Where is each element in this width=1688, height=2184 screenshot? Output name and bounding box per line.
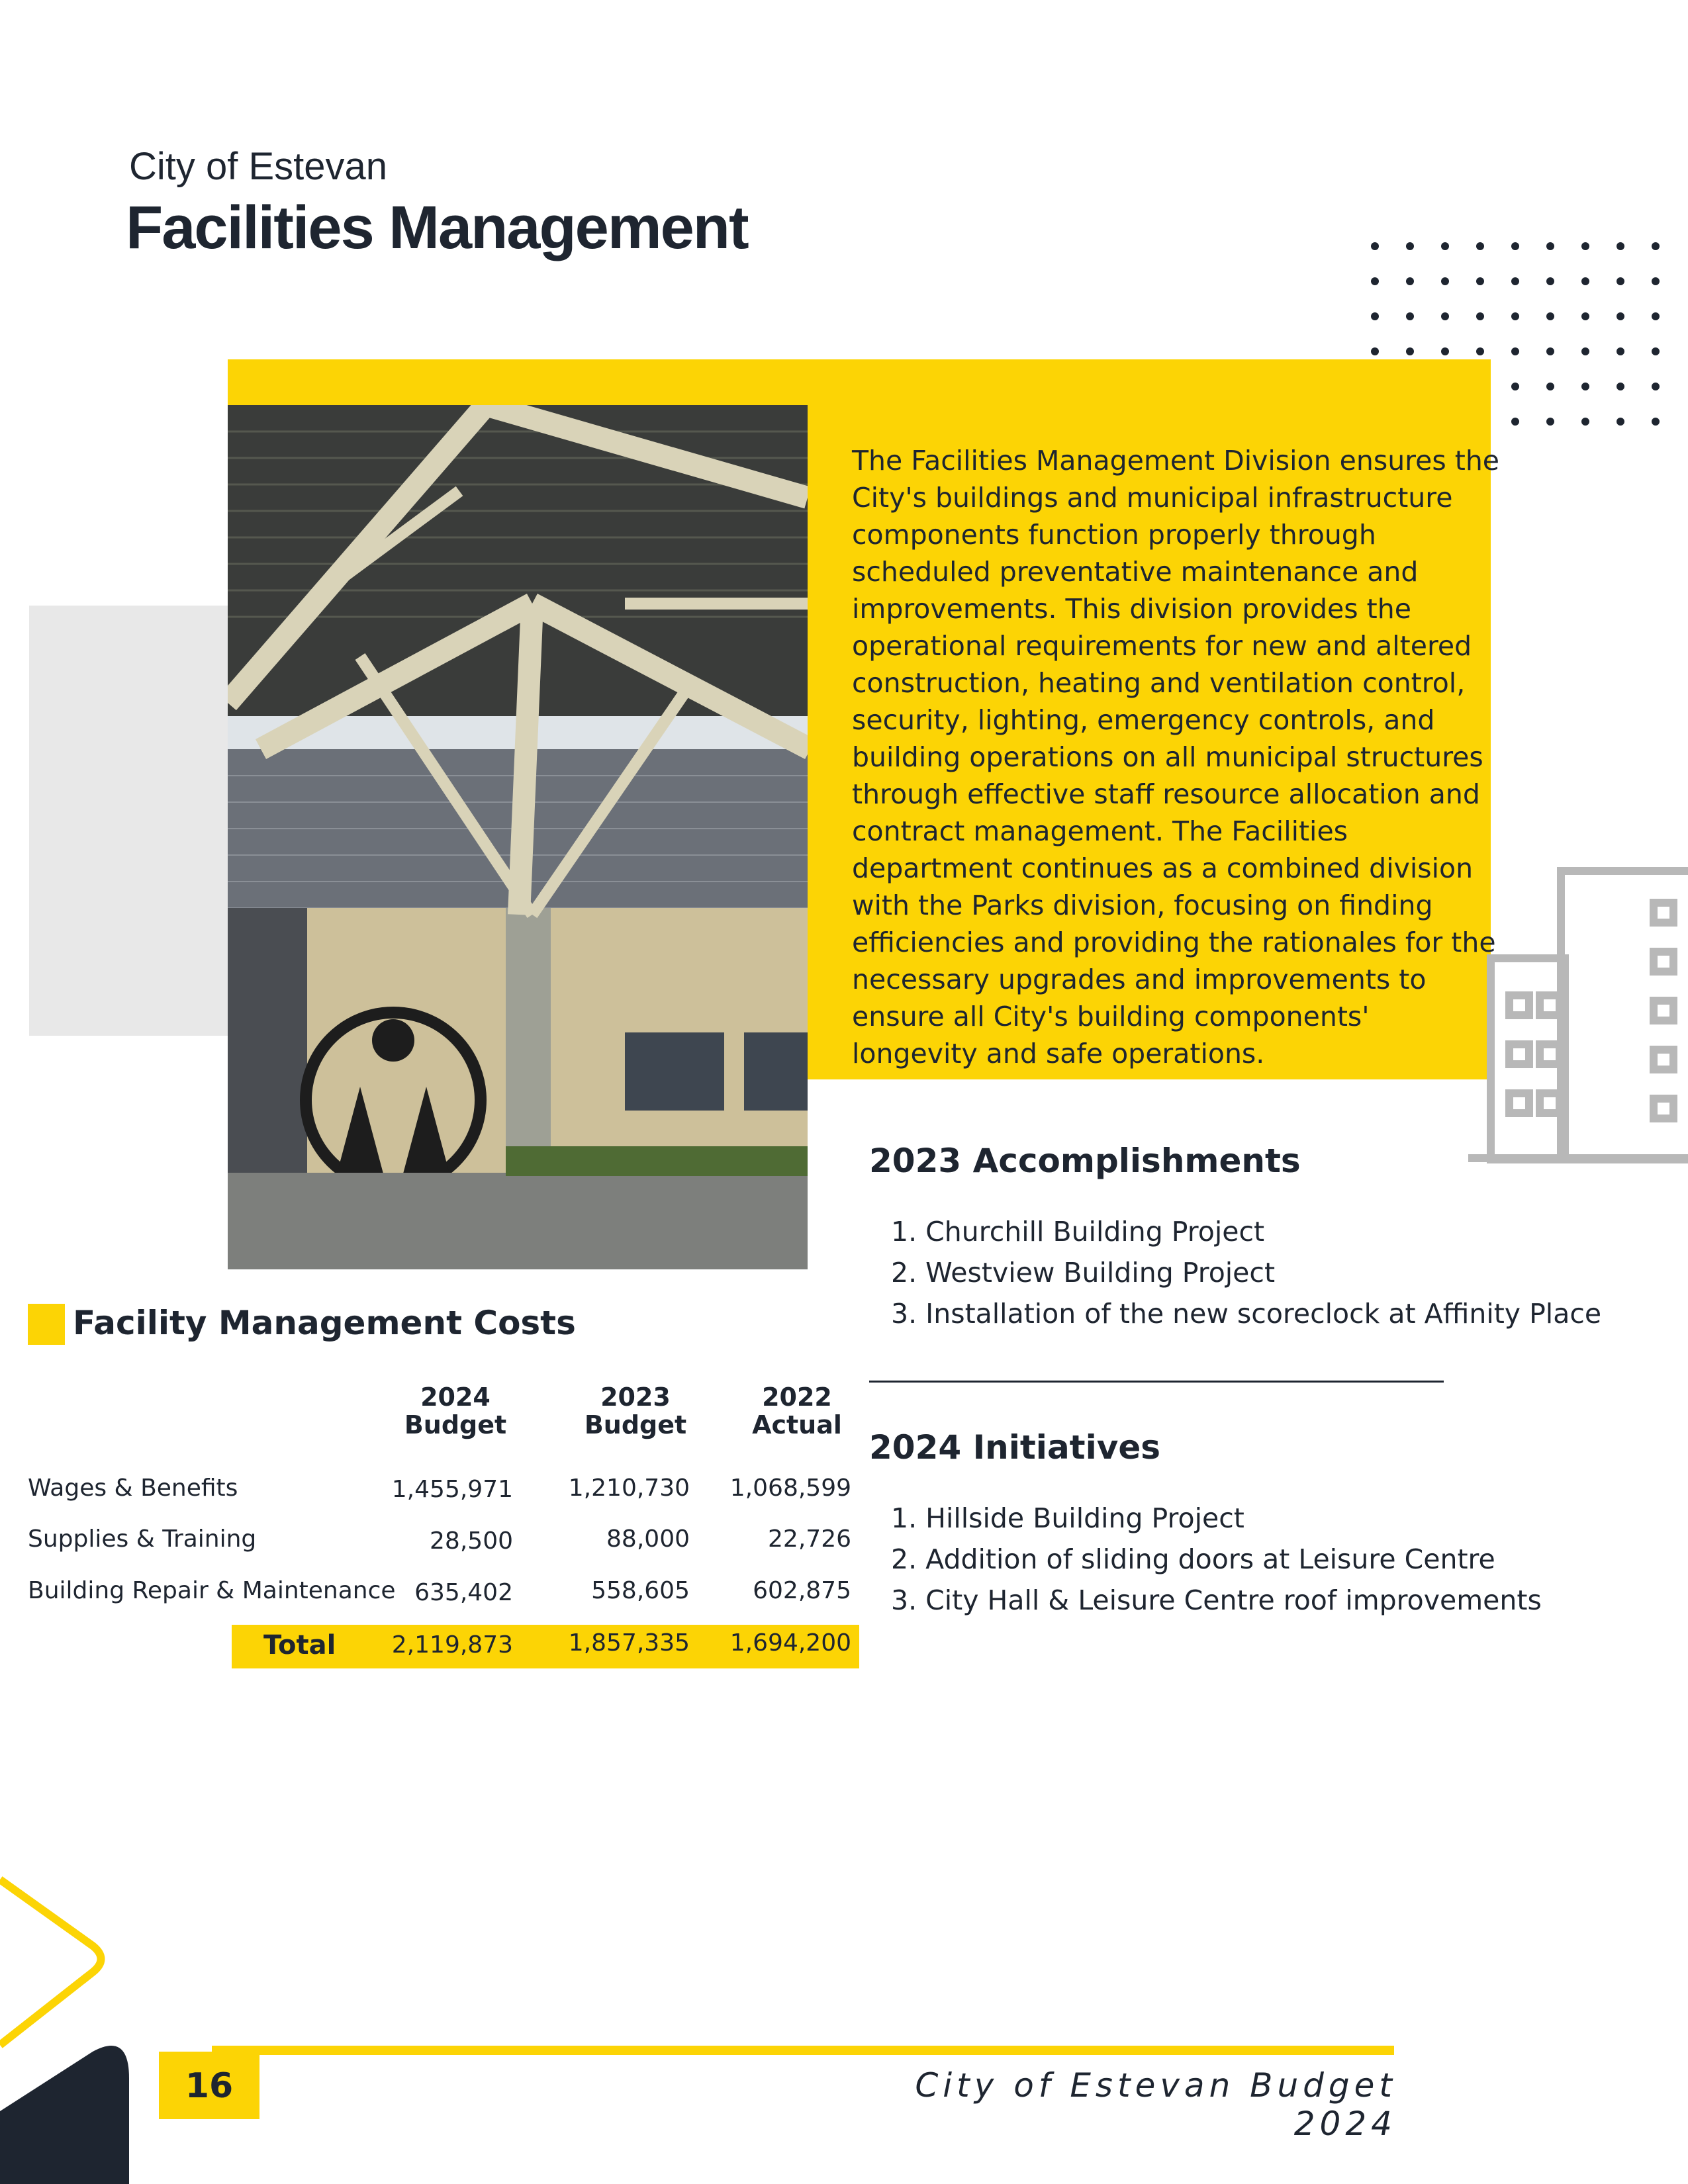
decorative-dot (1476, 242, 1484, 250)
accomplishments-list (891, 1211, 1601, 1334)
total-label: Total (263, 1630, 336, 1661)
building-photo (228, 405, 808, 1269)
decorative-dot (1511, 312, 1519, 320)
list-item: 2. Addition of sliding doors at Leisure Centre (891, 1543, 1495, 1575)
column-type: Budget (404, 1410, 507, 1439)
decorative-dot (1476, 312, 1484, 320)
decorative-dot (1652, 418, 1660, 426)
decorative-dot (1441, 277, 1449, 285)
decorative-dot (1581, 312, 1589, 320)
decorative-dot (1371, 347, 1379, 355)
decorative-dot (1511, 242, 1519, 250)
decorative-dot (1441, 347, 1449, 355)
decorative-dot (1581, 418, 1589, 426)
total-cell: 2,119,873 (391, 1631, 513, 1659)
decorative-dot (1652, 277, 1660, 285)
table-cell: 22,726 (768, 1525, 851, 1553)
table-cell: 28,500 (430, 1527, 513, 1555)
row-label-repair: Building Repair & Maintenance (28, 1577, 396, 1604)
decorative-dot (1406, 277, 1414, 285)
table-cell: 1,210,730 (568, 1475, 690, 1502)
decorative-dot (1652, 383, 1660, 390)
row-label-wages: Wages & Benefits (28, 1475, 238, 1502)
description-text: The Facilities Management Division ensures the City's buildings and municipal infrastructure components function properly through scheduled preventative maintenance and improvements. This division provides the operational requirements for new and altered construction, heating and ventilation control, security, lighting, emergency controls, and building operations on all municipal structures through effective staff resource allocation and contract management. The Facilities department continues as a combined division with the Parks division, focusing on finding efficiencies and providing the rationales for the necessary upgrades and improvements to ensure all City's building components' longevity and safe operations. (852, 445, 1500, 1069)
decorative-dot (1546, 242, 1554, 250)
list-item: 3. City Hall & Leisure Centre roof improvements (891, 1584, 1542, 1616)
decorative-dot (1406, 242, 1414, 250)
column-type: Budget (584, 1410, 687, 1439)
initiatives-heading: 2024 Initiatives (869, 1428, 1160, 1467)
decorative-dot (1406, 347, 1414, 355)
decorative-dot (1652, 242, 1660, 250)
footer-text: City of Estevan Budget 2024 (915, 2066, 1397, 2143)
page-number: 16 (185, 2066, 234, 2106)
footer-line (212, 2046, 1394, 2055)
column-header-2022 (724, 1383, 870, 1439)
costs-heading: Facility Management Costs (73, 1304, 576, 1342)
decorative-dot (1617, 347, 1624, 355)
decorative-dot (1371, 312, 1379, 320)
table-cell: 88,000 (606, 1525, 690, 1553)
list-item: 1. Churchill Building Project (891, 1216, 1265, 1248)
decorative-grey-block (29, 606, 228, 1036)
city-name: City of Estevan (129, 145, 388, 188)
decorative-dot (1476, 277, 1484, 285)
decorative-dot (1581, 277, 1589, 285)
section-marker (28, 1304, 65, 1345)
decorative-dot (1617, 277, 1624, 285)
decorative-dot (1617, 418, 1624, 426)
decorative-dot (1581, 347, 1589, 355)
decorative-dot (1617, 312, 1624, 320)
decorative-dot (1652, 347, 1660, 355)
total-cell: 1,857,335 (568, 1629, 690, 1657)
decorative-corner-shape (0, 1866, 132, 2184)
decorative-dot (1546, 277, 1554, 285)
decorative-dot (1441, 242, 1449, 250)
decorative-dot (1441, 312, 1449, 320)
decorative-dot (1511, 418, 1519, 426)
decorative-dot (1546, 418, 1554, 426)
initiatives-list (891, 1498, 1542, 1621)
decorative-dot (1581, 383, 1589, 390)
decorative-dot (1546, 347, 1554, 355)
decorative-dot (1476, 347, 1484, 355)
column-year: 2023 (600, 1383, 671, 1412)
table-cell: 602,875 (753, 1577, 851, 1604)
decorative-dot (1371, 277, 1379, 285)
table-cell: 558,605 (591, 1577, 690, 1604)
decorative-dot (1406, 312, 1414, 320)
decorative-dot (1511, 347, 1519, 355)
list-item: 2. Westview Building Project (891, 1257, 1276, 1289)
section-divider (869, 1381, 1444, 1383)
column-type: Actual (752, 1410, 842, 1439)
row-label-supplies: Supplies & Training (28, 1525, 257, 1553)
total-cell: 1,694,200 (729, 1629, 851, 1657)
column-header-2023 (563, 1383, 708, 1439)
table-cell: 1,068,599 (729, 1475, 851, 1502)
decorative-dot (1511, 383, 1519, 390)
decorative-dot (1617, 383, 1624, 390)
accomplishments-heading: 2023 Accomplishments (869, 1142, 1301, 1180)
building-icon (1468, 866, 1688, 1163)
table-cell: 1,455,971 (391, 1476, 513, 1503)
decorative-dot (1511, 277, 1519, 285)
list-item: 3. Installation of the new scoreclock at Affinity Place (891, 1298, 1602, 1330)
column-year: 2022 (762, 1383, 832, 1412)
decorative-dot (1652, 312, 1660, 320)
table-cell: 635,402 (414, 1579, 513, 1606)
decorative-dot (1371, 242, 1379, 250)
page-title: Facilities Management (126, 194, 748, 261)
list-item: 1. Hillside Building Project (891, 1502, 1244, 1534)
column-year: 2024 (420, 1383, 491, 1412)
decorative-dot (1581, 242, 1589, 250)
column-header-2024 (383, 1383, 528, 1439)
decorative-dot (1617, 242, 1624, 250)
decorative-dot (1546, 383, 1554, 390)
decorative-dot (1546, 312, 1554, 320)
